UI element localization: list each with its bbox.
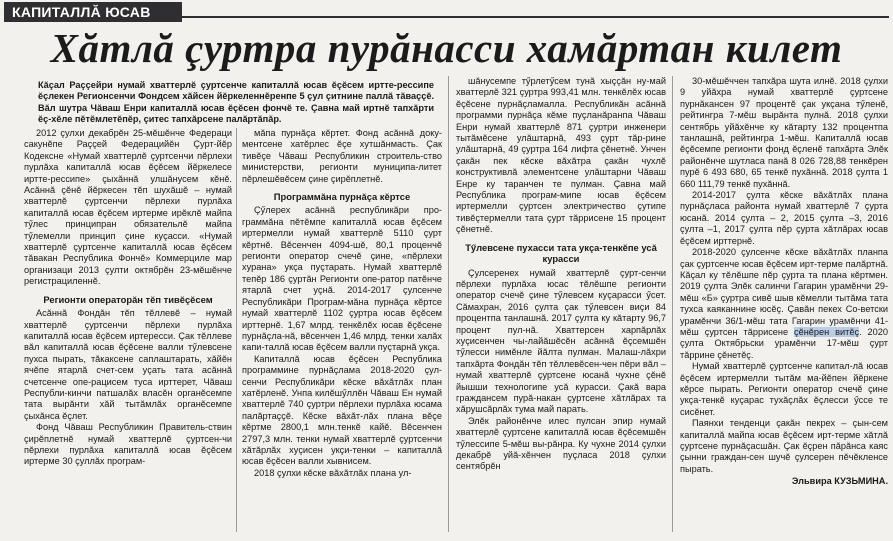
author-signature: Эльвира КУЗЬМИНА. (791, 476, 888, 487)
paragraph: Нумай хваттерлĕ çуртсенче капитал-лă юсав ĕçĕсем иртермелли тытăм ма-йĕпен йĕркене кĕрсе пырать. Регионти оператор счечĕ çине укçа-тенкĕ куçарас тухăçлăх ĕçлесси ӳссе те сисĕнет. (680, 361, 888, 417)
paragraph: Капиталлă юсав ĕçĕсен Республика программине пурнăçлама 2018-2020 çул-сенчи Республикăри кĕске вăхăтлăх план хатĕрленĕ. Унпа килĕшӳллĕн Чăваш Ен нумай хваттерлĕ 740 çуртри пĕрлехи пурлăха юсама палăртаççĕ. Кĕске вăхăт-лăх плана вĕçе кĕртме 2800,1 млн.тенкĕ кайĕ. Вĕсенчен 2797,3 млн. тенки нумай хваттерлĕ çуртсенчи хăтăрлăх хуçисен укçи-тенки – капиталлă юсав ĕçĕсен валли хывнисем. (242, 353, 442, 467)
column-divider (236, 128, 237, 532)
paragraph: Асăннă Фондăн тĕп тĕллевĕ – нумай хваттерлĕ çуртсенчи пĕрлехи пурлăха капиталлă юсав ĕçĕсем иртересси. Çак тĕллеве вăл капиталлă юсав ĕçĕсене валли тӳлевсене пухса пырать, тăкаксене саплаштарать, хăйĕн ячĕпе ятарлă счет-сем уçать тата асăннă счетсенче опе-рацисем туса ирттерет, Чăваш Республи-кинчи патшалăх власĕн органĕсемпе тата вырăнти хăй тытăмлăх органĕсемпе çыхăнса ĕçлет. (24, 308, 232, 421)
paragraph (680, 247, 888, 361)
column-divider (672, 76, 673, 532)
column-divider (448, 76, 449, 532)
paragraph-text: . 2020 çулта Октябрьски урамĕнчи 17-мĕш çурт тăррине çĕнетĕç. (680, 326, 889, 360)
subheading: Регионти операторăн тĕп тивĕçĕсем (43, 293, 213, 305)
paragraph-text: 2018-2020 çулсенче кĕске вăхăтлăх планпа çак çуртсенче юсав ĕçĕсем ирт-терме палăртнă. Кăçал ку тĕлĕшпе пĕр çурта та плана кĕртмен. 2019 çулта Элĕк салинчи Гагарин урамĕнчи 29-мĕш «Б» çуртра сивĕ шыв кĕмелли тытăма тата тухса каяканнине юсĕç. Çавăн пекех Со-ветски урамĕнчи 36/1-мĕш тата Гагарин урамĕнчи 41-мĕш çуртсен тăррисене (680, 247, 888, 337)
paragraph: мăпа пурнăça кĕртет. Фонд асăннă доку-ментсене хатĕрлес ĕçе хутшăнмасть. Çак тивĕçе Чăваш Республикин строитель-ство министерстви, регионти муниципа-литет пĕрлешĕвĕсем çине çирĕплетнĕ. (242, 128, 442, 184)
paragraph: 2018 çулхи кĕске вăхăтлăх плана ул- (254, 467, 412, 478)
paragraph: 2014-2017 çулта кĕске вăхăтлăх плана пурнăçласа районта нумай хваттерлĕ 7 çурта юсанă. 2014 çулта – 2, 2015 çулта –3, 2016 çулта –1, 2017 çулта пĕр çурта хăтлăрах юсав ĕçĕсем ирттернĕ. (680, 190, 888, 246)
subheading: Программăна пурнăça кĕртсе (273, 191, 411, 203)
paragraph: Паянхи тенденци çакăн пекрех – çын-сем капиталлă майпа юсав ĕçĕсем ирт-терме хăтлă çуртсене пурнăçасшăн. Çак ĕçрен пăрăнса каяс çынни граждан-сен шучĕ çулсерен пĕчĕкленсе пырать. (680, 418, 888, 474)
article-column-2 (242, 128, 442, 479)
paragraph: шăнусемпе тӳрлетӳсем тунă хыççăн ну-май хваттерлĕ 321 çуртра 993,41 млн. тенкĕлĕх юсав ĕçĕсене пурнăçламалла. Республикăн асăннă программи пурнăça кĕме пуçланăранпа Чăваш Енри нумай хваттерлĕ 871 çуртри инженери тытăмĕсене улăштарнă, 493 çурт тăр-рине улăштарнă, 49 çуртра 164 лифта çĕнетнĕ. Унчен çакăн пек кĕске вăхăтра çакăн чухлĕ конструктивлă элементсене улăштарни Чăваш Енре ку таранчен те пулман. Çавна май Республика програм-мипе юсав ĕçĕсем иртермелли çуртсен электричество çутипе тивĕçтермелли тата çурт тăррисене 15 процент çĕнетнĕ. (456, 76, 666, 235)
subheading: Тӳлевсене пухасси тата укçа-тенкĕпе усă курасси (465, 241, 657, 265)
rubric-rule (182, 16, 889, 18)
paragraph: 30-мĕшĕччен тапхăра шута илнĕ. 2018 çулхи 9 уйăхра нумай хваттерлĕ çуртсене пурнăкансен 97 процентĕ çак укçана тӳленĕ, рейтингра 7-мĕш вырăнта пулнă. 2018 çулхи сентябрь уйăхĕнче ку кăтарту 132 процентпа танлашнă, рейтингра 1-мĕш. Капиталлă юсав ĕçĕсемпе регионти фонд ĕçленĕ тапхăрта Элĕк районĕнче шутласа панă 8 026 728,88 тенкĕрен пурĕ 6 493 680, 65 тенкĕ пухăннă. 2018 çулта 1 660 111,79 тенкĕ пухăннă. (680, 76, 888, 189)
text-selection-highlight[interactable]: çĕнĕрен витĕç (794, 326, 860, 337)
paragraph: Элĕк районĕнче илес пулсан эпир нумай хваттерлĕ çуртсене капиталлă юсав ĕçĕсемшĕн тӳлессипе 5-мĕш вы-рăнра. Ку чухне 2014 çулхи декабрĕ уйă-хĕнчен пуçласа 2018 çулхи сентябрĕн (456, 415, 666, 472)
paragraph: Фонд Чăваш Республикин Правитель-ствин çирĕплетнĕ нумай хваттерлĕ çуртсен-чи пĕрлехи пурлăха капиталлă юсав ĕçĕсем иртерме 30 çуллăх програм- (24, 422, 232, 467)
article-headline: Хăтлă çуртра пурăнасси хамăртан килет (50, 25, 843, 71)
paragraph: Çулсеренех нумай хваттерлĕ çурт-сенчи пĕрлехи пурлăха юсас тĕлĕшпе регионти оператор счечĕ çине тӳлевсем куçарасси ӳсет. Сăмахран, 2016 çулта çак тӳлевсен виçи 84 процентпа танлашнă. 2017 çулта ку кăтарту 96,7 процент пул-нă. Хваттерсен харпăрлăх хуçисенчен чы-лайăшĕсĕн асăннă ĕçсемшĕн тӳлесси нимĕнле йăлта пулман. Малаш-лăхри тапхăрта Фондăн тĕп тĕллевĕсен-чен пĕри вăл – нумай хваттерлĕ çуртсене юсанă чухне çĕнĕ йышши технологипе усă курасси. Çакă вара граждансем пурă-накан çуртсене хăтлăрах та хăрушсăрлăх тума май парать. (456, 267, 666, 415)
article-column-3 (456, 76, 666, 473)
section-rubric: КАПИТАЛЛĂ ЮСАВ (4, 2, 182, 22)
paragraph: Çӳлерех асăннă республикăри про-граммăна пĕтĕмпе капиталлă юсав ĕçĕсем иртермелли нумай хваттерлĕ 5110 çурт кĕртнĕ. Вĕсенчен 4094-шĕ, 80,1 проценчĕ регионти оператор счечĕ çине, «пĕрлехи хурана» укçа пуçтарать. Нумай хваттерлĕ тепĕр 186 çуртăн Регионти опе-ратор патĕнче ятарлă счет уçнă. 2014-2017 çулсенче Республикăри Програм-мăна пурнăça кĕртсе нумай хваттерлĕ 1102 çуртра юсав ĕçĕсем ирттернĕ. 1,67 млрд. тенкĕлĕх юсав ĕçĕсене пурнăçла-нă, вĕсенчен 1,46 млрд. тенки халăх капи-таллă юсав ĕçĕсем валли пуçтарнă укçа. (242, 205, 442, 353)
article-column-4 (680, 76, 888, 488)
article-column-1 (24, 128, 232, 468)
paragraph: 2012 çулхи декабрĕн 25-мĕшĕнче Федераци сакунĕпе Раççей Федерацийĕн Çурт-йĕр Кодексне «Нумай хваттерлĕ çуртсенчи пĕрлехи пурлăха капиталлă юсав ĕçĕсем йĕркелесе иртте-рессипе» çыхăннă улшăнусем кĕнĕ. Асăннă çĕнĕ йĕркесен тĕп шухăшĕ – нумай хваттерлĕ çуртсенчи пĕрлехи пурлăха капиталлă юсав ĕçĕсем иртерме ирĕклĕ майпа тӳлес принципран обязательлĕ майпа тӳлемелли принцип çине куçасси. «Нумай хваттерлĕ çуртсенче капиталлă юсав ĕçĕсем тăвакан Республика Фончĕ» Коммерциле мар организаци 2013 çулти октябрĕн 23-мĕшĕнче регистрациленнĕ. (24, 128, 232, 287)
article-lead: Кăçал Раççейри нумай хваттерлĕ çуртсенче капиталлă юсав ĕçĕсем иртте-рессипе ĕçлекен Регионсенчи Фондсем хăйсен йĕркеленнĕренпе 5 çул çитнине паллă тăваççĕ. Вăл шутра Чăваш Енри капиталлă юсав ĕçĕсен фончĕ те. Çавна май иртнĕ тапхăрти ĕç-хĕле пĕтĕмлетĕпĕр, çитес тапхăрсене палăртăпăр. (38, 80, 434, 125)
